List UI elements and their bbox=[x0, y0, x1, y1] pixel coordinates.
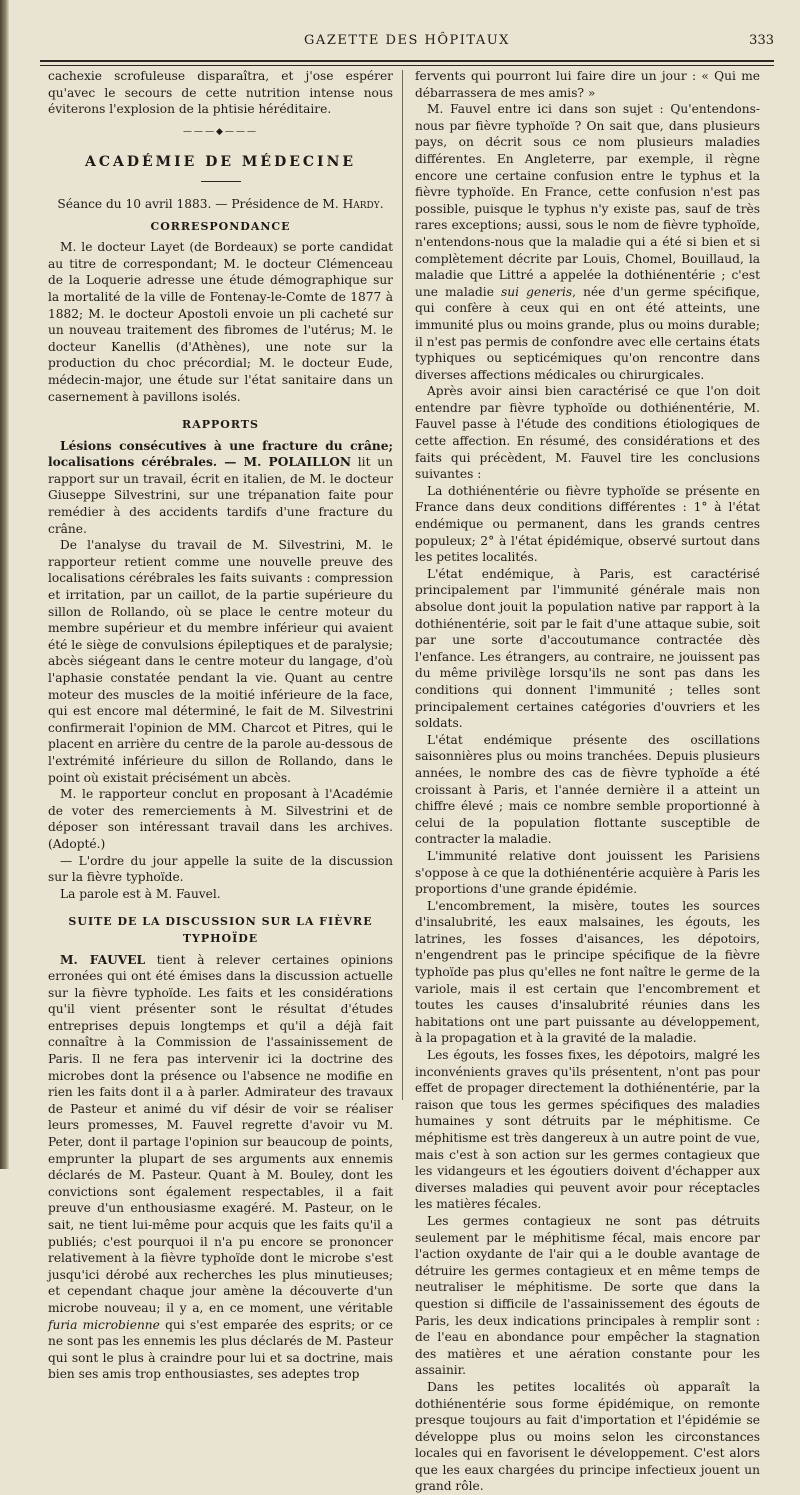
analyse-paragraph: De l'analyse du travail de M. Silvestrini, M. le rapporteur retient comme une nouvelle preuve des localisations cérébrales les faits suivants : compression et irritation, par un caillot, de la partie supérieure du sillon de Rollando, où se place le centre moteur du membre supérieur et du membre inférieur qui avaient été le siège de convulsions épileptiques et de paralysie; abcès siégeant dans le centre moteur du langage, d'où l'aphasie constatée pendant la vie. Quant au centre moteur des muscles de la moitié inférieure de la face, qui est encore mal déterminé, le fait de M. Silvestrini confirmerait l'opinion de MM. Charcot et Pitres, qui le placent en arrière du centre de la parole au-dessous de l'extrémité inférieure du sillon de Rollando, dans le point où existait précisément un abcès. bbox=[48, 538, 393, 785]
ornament-divider: ———◆——— bbox=[183, 126, 258, 137]
correspondance-paragraph: M. le docteur Layet (de Bordeaux) se porte candidat au titre de correspondant; M. le docteur Clémenceau de la Loquerie adresse une étude démographique sur la mortalité de la ville de Fontenay-le-Comte de 1877 à 1882; M. le docteur Apostoli envoie un pli cacheté sur un nouveau traitement des fibromes de l'utérus; M. le docteur Kanellis (d'Athènes), une note sur la production du choc précordial; M. le docteur Eude, médecin-major, une étude sur l'état sanitaire dans un casernement à pavillons isolés. bbox=[48, 240, 393, 404]
fauvel-text-2: qui s'est emparée des esprits; or ce ne sont pas les ennemis les plus déclarés de M. Pasteur qui sont le plus à craindre pour lui et sa doctrine, mais bien ses amis trop enthousiastes, ses adeptes trop bbox=[48, 1317, 393, 1382]
section-title: ACADÉMIE DE MÉDECINE bbox=[84, 154, 357, 171]
speaker-name: M. FAUVEL bbox=[60, 952, 146, 967]
newspaper-page bbox=[40, 0, 774, 1494]
definition-italic: sui generis bbox=[501, 284, 573, 299]
definition-text-a: M. Fauvel entre ici dans son sujet : Qu'entendons-nous par fièvre typhoïde ? On sait que, dans plusieurs pays, on décrit sous ce nom plusieurs maladies différentes. En Angleterre, par exemple, il règne encore une certaine confusion entre le typhus et la fièvre typhoïde. En France, cette confusion n'est pas possible, puisque le typhus n'y existe pas, sauf de très rares exceptions; aussi, sous le nom de fièvre typhoïde, n'entendons-nous que la maladie qui a été si bien et si complètement décrite par Louis, Chomel, Bouillaud, la maladie que Littré a appelée la dothiénentérie ; c'est une maladie bbox=[415, 102, 760, 299]
running-title: GAZETTE DES HÔPITAUX bbox=[304, 33, 510, 48]
endemic-paragraph: L'état endémique, à Paris, est caractérisé principalement par l'immunité générale mais non absolue dont jouit la population native par rapport à la dothiénentérie, soit par le fait d'une attaque subie, soit par une sorte d'accoutumance contractée dès l'enfance. Les étrangers, au contraire, ne jouissent pas du même privilège lorsqu'ils ne sont pas dans les conditions qui donnent l'immunité ; telles sont principalement certaines catégories d'ouvriers et les soldats. bbox=[415, 566, 760, 731]
fauvel-paragraph bbox=[48, 952, 393, 1383]
intro-paragraph: cachexie scrofuleuse disparaîtra, et j'ose espérer qu'avec le secours de cette nutrition intense nous éviterons l'explosion de la phtisie héréditaire. bbox=[48, 69, 393, 117]
localities-paragraph: Dans les petites localités où apparaît la dothiénentérie sous forme épidémique, on remonte presque toujours au fait d'importation et l'épidémie se développe plus ou moins selon les circonstances locales qui en favorisent le développement. C'est alors que les eaux chargées du principe infectieux jouent un grand rôle. bbox=[415, 1379, 760, 1494]
fauvel-text-1: tient à relever certaines opinions erronées qui ont été émises dans la discussion actuelle sur la fièvre typhoïde. Les faits et les considérations qu'il vient présenter sont le résultat d'études entreprises depuis longtemps et qu'il a déjà fait connaître à la Commission de l'assainissement de Paris. Il ne fera pas intervenir ici la doctrine des microbes dont la présence ou l'absence ne modifie en rien les faits dont il a à parler. Admirateur des travaux de Pasteur et animé du vif désir de voir se réaliser leurs promesses, M. Fauvel regrette d'avoir vu M. Peter, dont il partage l'opinion sur beaucoup de points, emprunter la plupart de ses arguments aux ennemis déclarés de M. Pasteur. Quant à M. Bouley, dont les convictions sont également respectables, il a fait preuve d'un enthousiasme exagéré. M. Pasteur, on le sait, ne tient lui-même pour acquis que les faits qu'il a publiés; c'est pourquoi il n'a pu encore se prononcer relativement à la fièvre typhoïde dont le microbe s'est jusqu'ici dérobé aux recherches les plus minutieuses; et cependant chaque jour amène la découverte d'un microbe nouveau; il y a, en ce moment, une véritable bbox=[48, 952, 393, 1315]
rapport-text: lit un rapport sur un travail, écrit en italien, de M. le docteur Giuseppe Silvestrini, sur une trépanation faite pour remédier à des accidents tardifs d'une fracture du crâne. bbox=[48, 455, 393, 536]
fauvel-italic: furia microbienne bbox=[48, 1317, 160, 1332]
session-suffix: . bbox=[379, 196, 384, 211]
session-line bbox=[48, 196, 393, 213]
correspondance-heading: CORRESPONDANCE bbox=[150, 219, 291, 233]
definition-paragraph bbox=[415, 101, 760, 383]
conclusion-paragraph: M. le rapporteur conclut en proposant à l'Académie de voter des remerciements à M. Silvestrini et de déposer son intéressant travail dans les archives. (Adopté.) bbox=[48, 787, 393, 851]
page-number: 333 bbox=[749, 33, 774, 48]
column-divider bbox=[402, 70, 403, 1100]
suite-discussion-heading: SUITE DE LA DISCUSSION SUR LA FIÈVRE TYPHOÏDE bbox=[68, 915, 373, 945]
rapport-title: Lésions consécutives à une fracture du crâne; localisations cérébrales. — M. POLAILLON bbox=[48, 438, 393, 470]
right-column bbox=[415, 68, 760, 1495]
etiology-paragraph: Après avoir ainsi bien caractérisé ce que l'on doit entendre par fièvre typhoïde ou dothiénentérie, M. Fauvel passe à l'étude des conditions étiologiques de cette affection. En résumé, des considérations et des faits qui précèdent, M. Fauvel tire les conclusions suivantes : bbox=[415, 384, 760, 482]
oscillations-paragraph: L'état endémique présente des oscillations saisonnières plus ou moins tranchées. Depuis plusieurs années, le nombre des cas de fièvre typhoïde a été croissant à Paris, et l'année dernière il a atteint un chiffre élevé ; mais ce nombre semble proportionné à celui de la population flottante susceptible de contracter la maladie. bbox=[415, 732, 760, 847]
page-header bbox=[40, 33, 774, 53]
definition-text-b: , née d'un germe spécifique, qui confère à ceux qui en ont été atteints, une immunité plus ou moins grande, plus ou moins durable; il n'est pas permis de confondre avec elle certains états typhiques ou septicémiques qu'on rencontre dans diverses affections médicales ou chirurgicales. bbox=[415, 284, 760, 382]
germs-paragraph: Les germes contagieux ne sont pas détruits seulement par le méphitisme fécal, mais encore par l'action oxydante de l'air qui a le double avantage de détruire les germes contagieux et en même temps de neutraliser le méphitisme. De sorte que dans la question si difficile de l'assainissement des égouts de Paris, les deux indications principales à remplir sont : de l'eau en abondance pour empêcher la stagnation des matières et une aération constante pour les assainir. bbox=[415, 1213, 760, 1378]
sewers-paragraph: Les égouts, les fosses fixes, les dépotoirs, malgré les inconvénients graves qu'ils présentent, n'ont pas pour effet de propager directement la dothiénentérie, par la raison que tous les germes spécifiques des maladies humaines y sont détruits par le méphitisme. Ce méphitisme est très dangereux à un autre point de vue, mais c'est à son action sur les germes contagieux que les vidangeurs et les égoutiers doivent d'échapper aux diverses maladies qui peuvent avoir pour réceptacles les matières fécales. bbox=[415, 1048, 760, 1212]
header-rule-thin bbox=[40, 65, 774, 66]
short-divider bbox=[201, 181, 241, 182]
ordre-du-jour-paragraph: — L'ordre du jour appelle la suite de la discussion sur la fièvre typhoïde. bbox=[48, 853, 393, 885]
rapport-paragraph bbox=[48, 438, 393, 538]
parole-paragraph: La parole est à M. Fauvel. bbox=[60, 886, 221, 901]
session-prefix: Séance du 10 avril 1883. — Présidence de M. bbox=[57, 196, 339, 211]
book-binding-edge bbox=[0, 0, 9, 1169]
conditions-paragraph: La dothiénentérie ou fièvre typhoïde se présente en France dans deux conditions différentes : 1° à l'état endémique ou permanent, dans les grands centres populeux; 2° à l'état épidémique, observé surtout dans les petites localités. bbox=[415, 483, 760, 565]
crowding-paragraph: L'encombrement, la misère, toutes les sources d'insalubrité, les eaux malsaines, les égouts, les latrines, les fosses d'aisances, les dépotoirs, n'engendrent pas le principe spécifique de la fièvre typhoïde pas plus qu'elles ne font naître le germe de la variole, mais il est certain que l'encombrement et toutes les causes d'insalubrité réunies dans les habitations ont une part puissante au développement, à la propagation et à la gravité de la maladie. bbox=[415, 898, 760, 1046]
immunity-paragraph: L'immunité relative dont jouissent les Parisiens s'oppose à ce que la dothiénentérie acquière à Paris les proportions d'une grande épidémie. bbox=[415, 848, 760, 897]
continued-paragraph: fervents qui pourront lui faire dire un jour : « Qui me débarrassera de mes amis? » bbox=[415, 69, 760, 100]
header-rule-thick bbox=[40, 60, 774, 62]
session-president: Hardy bbox=[342, 196, 380, 211]
rapports-heading: RAPPORTS bbox=[182, 418, 259, 432]
left-column bbox=[48, 68, 393, 1383]
